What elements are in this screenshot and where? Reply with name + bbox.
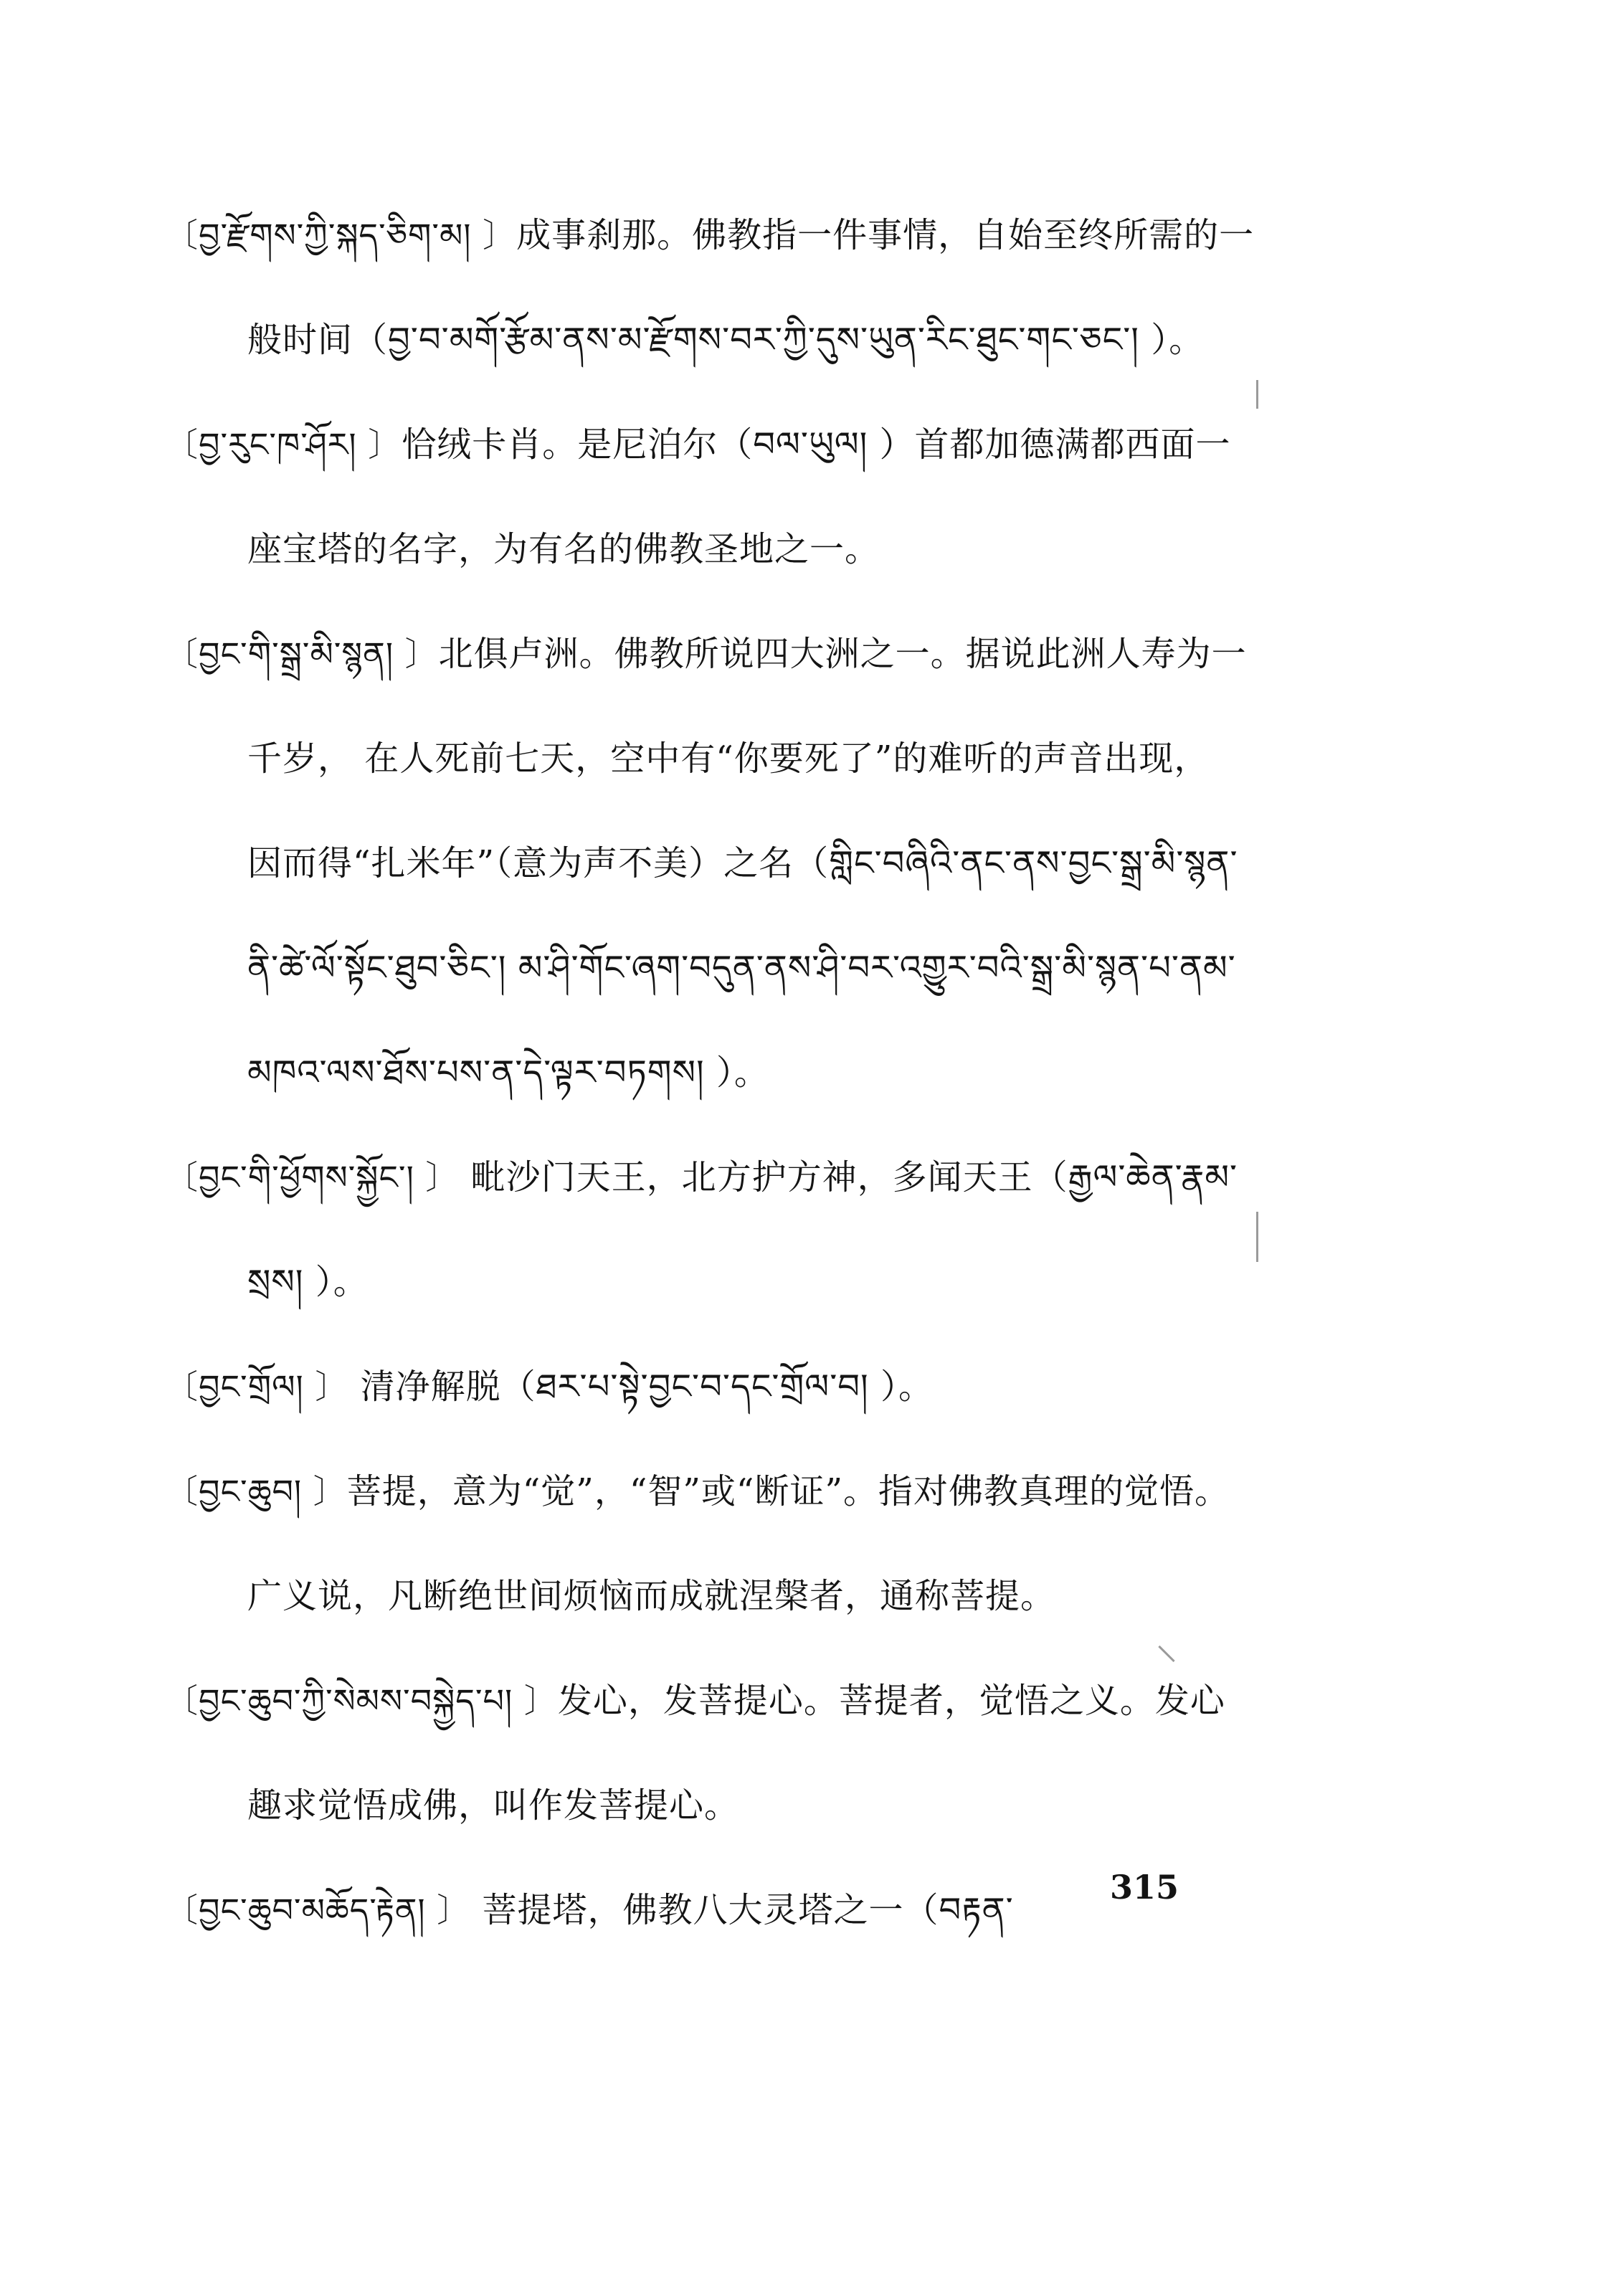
entry-definition: 清净解脱（ཐར་པ་སྟེ་བྱང་བ་དང་གྲོལ་བ། ）。: [348, 1367, 934, 1407]
entry-term: 〔བྱང་གི་ཕྱོགས་སྐྱོང་། 〕: [165, 1158, 460, 1197]
entry-term: 〔བྱང་ཆུབ་མཆོད་རྟེན། 〕: [165, 1891, 471, 1929]
entry-definition: 发心，发菩提心。菩提者，觉悟之义。发心趣求觉悟成佛，叫作发菩提心。: [247, 1681, 1225, 1826]
entry-term: 〔བྱ་རྫོགས་ཀྱི་སྐད་ཅིག་མ། 〕: [165, 216, 517, 255]
entry-definition: 菩提，意为“觉”，“智”或“断证”。指对佛教真理的觉悟。 广义说，凡断绝世间烦恼而成就涅槃者，通称菩提。: [247, 1471, 1230, 1616]
entry-definition: 成事刹那。佛教指一件事情，自始至终所需的一般时间（བྱ་བ་མགོ་རྩོམ་ནས་མ་རྫོགས་བར་ཀྱི་དུས་ཡུན་རིང་ཐུང་གང་ཅང་། ）。: [247, 215, 1255, 360]
entry-term: 〔བྱང་ཆུབ་ཀྱི་སེམས་བསྐྱེད་པ། 〕: [165, 1681, 558, 1720]
entry-term: 〔བྱ་རུང་ཁ་ཤོར། 〕: [165, 425, 402, 464]
entry-cheng-shi-cha-na: [165, 183, 1255, 392]
entry-qing-jing-jie-tuo: [165, 1334, 1255, 1439]
entry-pu-ti-ta: [165, 1858, 1255, 1962]
entry-pi-sha-men-tian-wang: [165, 1125, 1255, 1334]
entry-pu-ti: [165, 1439, 1255, 1648]
entry-term: 〔བྱང་གི་སྒྲ་མི་སྙན། 〕: [165, 635, 439, 673]
entry-fa-xin: [165, 1648, 1255, 1858]
entry-definition: 毗沙门天王，北方护方神，多闻天王（རྒྱལ་ཆེན་རྣམ་སྲས། ）。: [247, 1157, 1238, 1302]
entry-definition: 北俱卢洲。佛教所说四大洲之一。据说此洲人寿为一千岁， 在人死前七天，空中有“你要死了”的难听的声音出现， 因而得“扎米年”（意为声不美）之名（གླིང་བཞིའི་ནང་ནས་བྱང་སྒྲ་མི་སྙན་ནི་ཚེ་ལོ་སྟོང་ཐུབ་ཅིང་། མ་ཤི་གོང་ཞག་བདུན་ནས་ཤི་བར་འགྱུར་བའི་སྒྲ་མི་སྙན་པ་ནམ་མཁའ་ལས་ཐོས་པས་ན་དེ་ལྟར་བཏགས། ）。: [247, 634, 1247, 1093]
page-number: 315: [1110, 1868, 1179, 1907]
entry-list: [165, 183, 1255, 1962]
entry-term: 〔བྱང་གྲོལ། 〕: [165, 1367, 349, 1406]
scan-speck: [1256, 380, 1258, 409]
entry-bei-ju-lu-zhou: [165, 602, 1255, 1125]
scan-speck: [1256, 1212, 1258, 1262]
entry-qia-rong-ka-xiao: [165, 392, 1255, 602]
entry-term: 〔བྱང་ཆུབ། 〕: [165, 1472, 347, 1511]
entry-definition: 恰绒卡肖。是尼泊尔（བལ་ཡུལ། ）首都加德满都西面一座宝塔的名字，为有名的佛教圣地之一。: [247, 424, 1231, 569]
entry-definition: 菩提塔，佛教八大灵塔之一（བརྟན་: [470, 1890, 1014, 1930]
